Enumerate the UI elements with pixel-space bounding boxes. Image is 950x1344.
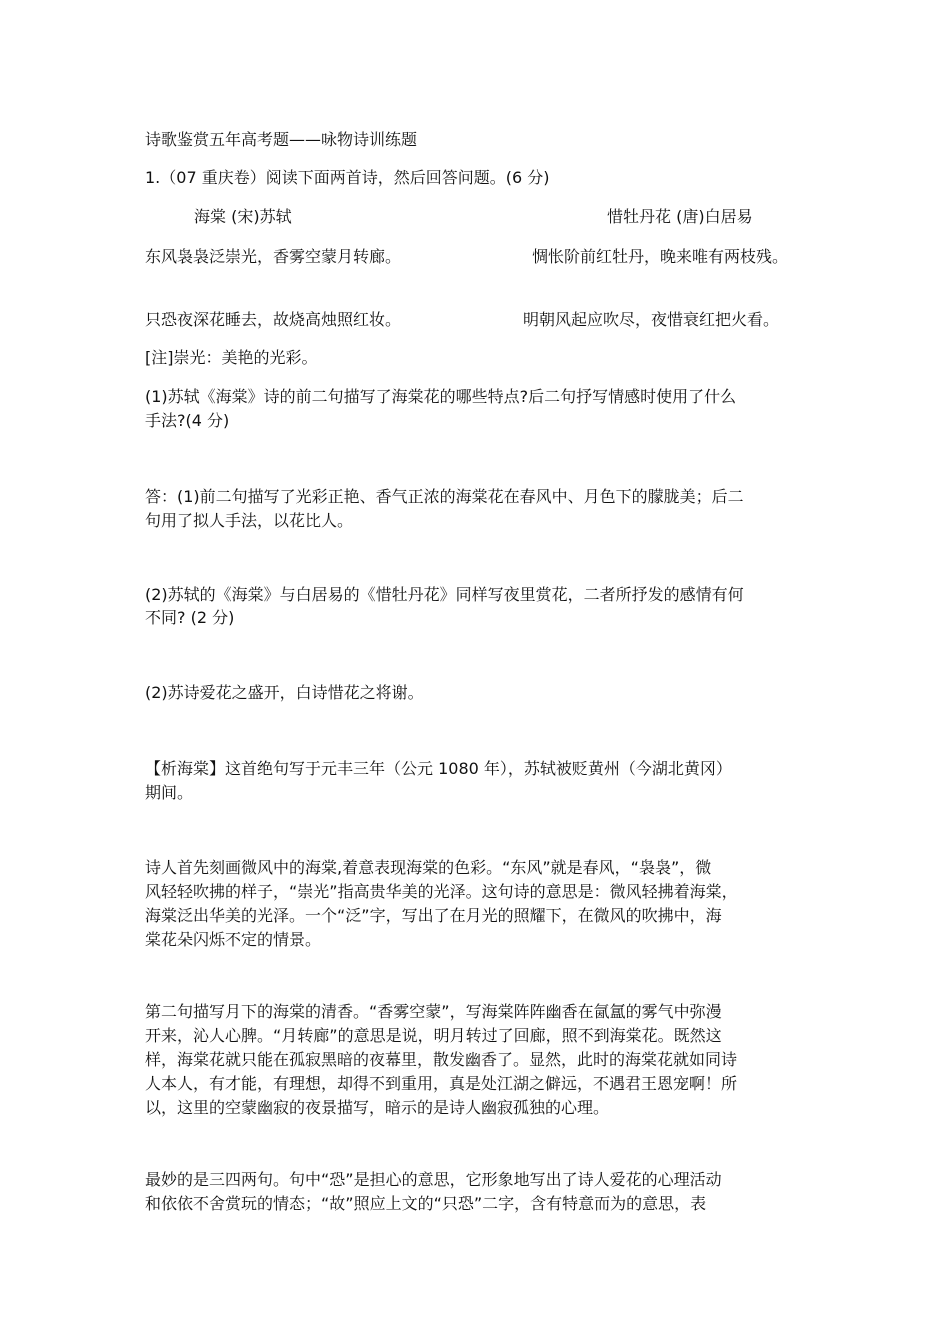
- question-1-2-line-1: (2)苏轼的《海棠》与白居易的《惜牡丹花》同样写夜里赏花，二者所抒发的感情有何: [145, 585, 744, 604]
- analysis-para-1-line-2: 风轻轻吹拂的样子，“崇光”指高贵华美的光泽。这句诗的意思是：微风轻拂着海棠，: [145, 882, 738, 901]
- analysis-para-2-line-5: 以，这里的空蒙幽寂的夜景描写，暗示的是诗人幽寂孤独的心理。: [145, 1098, 610, 1117]
- analysis-intro-line-2: 期间。: [145, 783, 194, 802]
- poem-right-line-1: 惆怅阶前红牡丹，晚来唯有两枝残。: [532, 247, 789, 266]
- analysis-para-1-line-1: 诗人首先刻画微风中的海棠,着意表现海棠的色彩。“东风”就是春风，“袅袅”，微: [145, 858, 712, 877]
- analysis-para-2-line-3: 样，海棠花就只能在孤寂黑暗的夜幕里，散发幽香了。显然，此时的海棠花就如同诗: [145, 1050, 738, 1069]
- poem-left-line-2: 只恐夜深花睡去，故烧高烛照红妆。: [145, 310, 402, 329]
- poem-left-title: 海棠 (宋)苏轼: [194, 207, 292, 226]
- question-1-2-line-2: 不同? (2 分): [145, 608, 235, 627]
- analysis-para-2-line-2: 开来，沁人心脾。“月转廊”的意思是说，明月转过了回廊，照不到海棠花。既然这: [145, 1026, 722, 1045]
- poem-right-line-2: 明朝风起应吹尽，夜惜衰红把火看。: [523, 310, 780, 329]
- analysis-para-3-line-2: 和依依不舍赏玩的情态；“故”照应上文的“只恐”二字，含有特意而为的意思，表: [145, 1194, 707, 1213]
- poem-left-line-1: 东风袅袅泛崇光，香雾空蒙月转廊。: [145, 247, 402, 266]
- question-1-1-line-1: (1)苏轼《海棠》诗的前二句描写了海棠花的哪些特点?后二句抒写情感时使用了什么: [145, 387, 737, 406]
- analysis-para-2-line-1: 第二句描写月下的海棠的清香。“香雾空蒙”，写海棠阵阵幽香在氤氲的雾气中弥漫: [145, 1002, 722, 1021]
- analysis-para-3-line-1: 最妙的是三四两句。句中“恐”是担心的意思，它形象地写出了诗人爱花的心理活动: [145, 1170, 722, 1189]
- annotation-note: [注]崇光：美艳的光彩。: [145, 348, 318, 367]
- question-1-1-line-2: 手法?(4 分): [145, 411, 230, 430]
- document-title: 诗歌鉴赏五年高考题——咏物诗训练题: [145, 130, 418, 149]
- analysis-para-2-line-4: 人本人，有才能，有理想，却得不到重用，真是处江湖之僻远，不遇君王恩宠啊！所: [145, 1074, 738, 1093]
- analysis-para-1-line-4: 棠花朵闪烁不定的情景。: [145, 930, 322, 949]
- question-1-intro: 1.（07 重庆卷）阅读下面两首诗，然后回答问题。(6 分): [145, 168, 550, 187]
- analysis-para-1-line-3: 海棠泛出华美的光泽。一个“泛”字，写出了在月光的照耀下，在微风的吹拂中，海: [145, 906, 722, 925]
- answer-1-1-line-1: 答：(1)前二句描写了光彩正艳、香气正浓的海棠花在春风中、月色下的朦胧美；后二: [145, 487, 744, 506]
- answer-1-1-line-2: 句用了拟人手法，以花比人。: [145, 511, 354, 530]
- answer-1-2: (2)苏诗爱花之盛开，白诗惜花之将谢。: [145, 683, 424, 702]
- analysis-intro-line-1: 【析海棠】这首绝句写于元丰三年（公元 1080 年），苏轼被贬黄州（今湖北黄冈）: [145, 759, 732, 778]
- poem-right-title: 惜牡丹花 (唐)白居易: [607, 207, 753, 226]
